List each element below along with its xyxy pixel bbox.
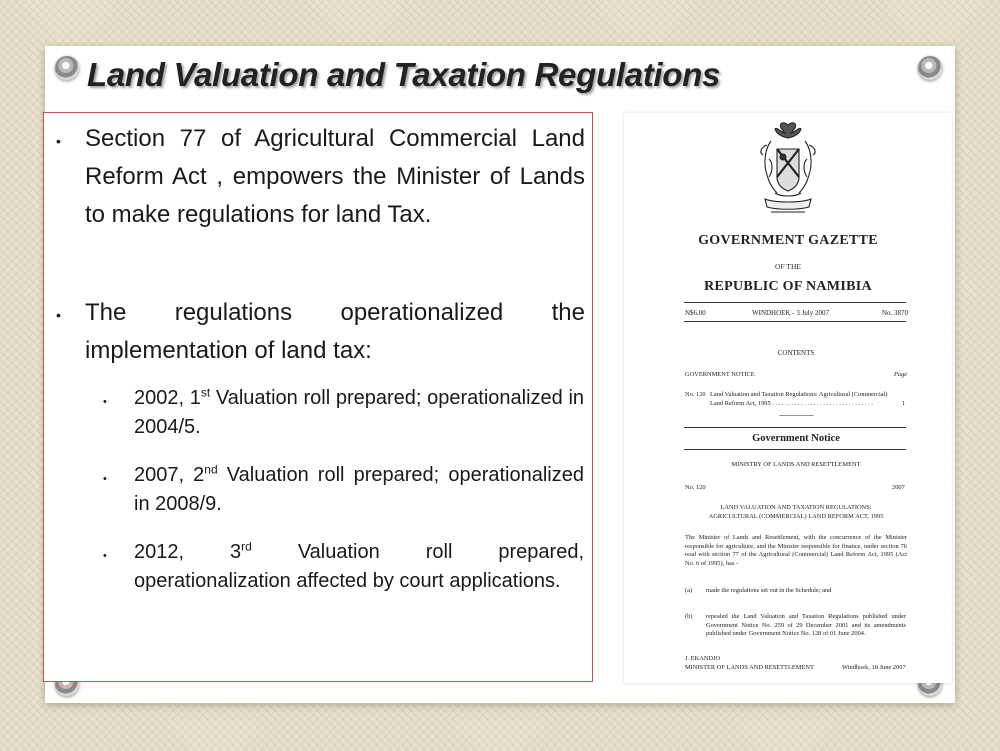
toc-number: No. 120: [685, 391, 706, 398]
toc-separator: ------------------------------: [779, 412, 813, 419]
signatory-name: J. EKANDJO: [685, 655, 721, 662]
thumbtack-top-right-icon: [918, 56, 942, 80]
sub-bullet-marker: •: [103, 550, 107, 562]
toc-entry: Land Valuation and Taxation Regulations: Agricultural (Commercial) Land Reform Act, 1995 . . . . . . . . . . . . . . . . . . . . . . . . . . . . . . . .: [710, 391, 888, 407]
notice-title: Government Notice: [752, 433, 840, 444]
divider: [684, 321, 906, 322]
toc-section-label: GOVERNMENT NOTICE: [685, 371, 755, 378]
government-gazette-image: [624, 113, 952, 683]
issue-number: No. 3870: [882, 309, 909, 317]
item-b-label: (b): [685, 613, 693, 620]
notice-year: 2007: [892, 484, 905, 491]
bullet-text-regulations-line2: implementation of land tax:: [85, 337, 372, 364]
item-a-label: (a): [685, 587, 693, 594]
sub-bullet-marker: •: [103, 473, 107, 485]
signing-place-date: Windhoek, 18 June 2007: [842, 664, 906, 671]
gazette-of-the: OF THE: [775, 262, 801, 271]
divider: [684, 449, 906, 450]
ministry-name: MINISTRY OF LANDS AND RESETTLEMENT: [731, 461, 861, 468]
sub-bullet-2002: 2002, 1st Valuation roll prepared; operationalized in 2004/5.: [134, 385, 585, 438]
issue-place-date: WINDHOEK - 3 July 2007: [752, 309, 829, 317]
item-a-text: made the regulations set out in the Schedule; and: [706, 587, 832, 594]
sub-bullet-2012: 2012, 3rd Valuation roll prepared, operationalization affected by court applications.: [134, 539, 585, 592]
bullet-text-regulations-line1: The regulations operationalized the: [85, 299, 585, 326]
contents-heading: CONTENTS: [777, 349, 815, 357]
toc-page-label: Page: [894, 371, 908, 378]
divider: [684, 302, 906, 303]
regulation-title-1: LAND VALUATION AND TAXATION REGULATIONS:: [720, 504, 872, 511]
gazette-republic: REPUBLIC OF NAMIBIA: [704, 279, 872, 294]
toc-page-number: 1: [902, 400, 906, 407]
sub-bullet-marker: •: [103, 396, 107, 408]
slide-title: Land Valuation and Taxation Regulations: [87, 56, 721, 93]
divider: [684, 427, 906, 428]
notice-number: No. 120: [685, 484, 706, 491]
notice-body: The Minister of Lands and Resettlement, with the concurrence of the Minister responsible for agriculture, and the Minister responsible for finance, under section 76 read with section 77 of the Agricultural (Commercial) Land Reform Act, 1995 (Act No. 6 of 1995), has -: [685, 534, 907, 567]
gazette-heading: GOVERNMENT GAZETTE: [698, 233, 878, 248]
sub-bullet-2007: 2007, 2nd Valuation roll prepared; operationalized in 2008/9.: [134, 462, 584, 515]
issue-price: N$6.00: [685, 309, 706, 317]
bullet-text-section-77: Section 77 of Agricultural Commercial Land Reform Act , empowers the Minister of Lands to make regulations for land Tax.: [85, 125, 585, 228]
item-b-text: repealed the Land Valuation and Taxation Regulations published under Government Notice No. 259 of 29 December 2001 and its amendments published under Government Notice No. 128 of 01 June 2004.: [706, 613, 906, 638]
signatory-title: MINISTER OF LANDS AND RESETTLEMENT: [685, 664, 814, 671]
bullet-marker: •: [56, 133, 61, 149]
namibia-coat-of-arms-icon: [751, 119, 825, 219]
bullet-marker: •: [56, 307, 61, 323]
thumbtack-top-left-icon: [55, 56, 79, 80]
regulation-title-2: AGRICULTURAL (COMMERCIAL) LAND REFORM ACT, 1995: [708, 513, 884, 520]
